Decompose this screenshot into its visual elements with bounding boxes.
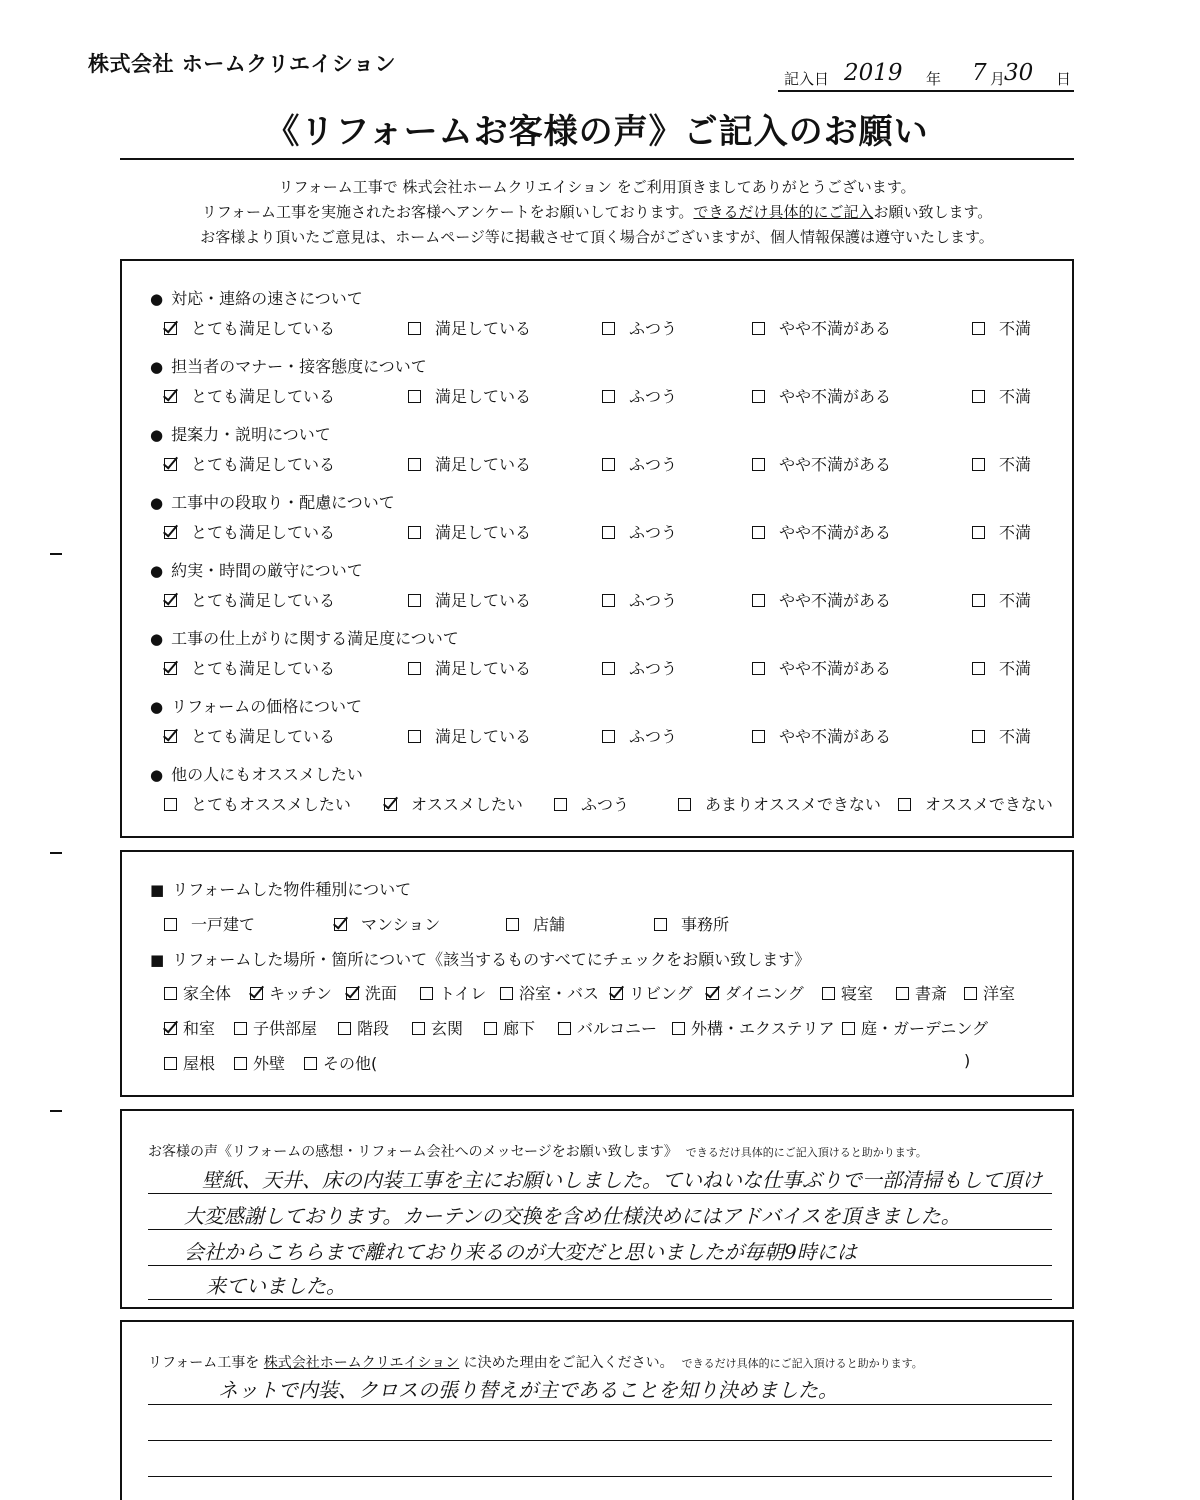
voice-label-text: お客様の声《リフォームの感想・リフォーム会社へのメッセージをお願い致します》	[148, 1144, 678, 1160]
checkbox[interactable]	[234, 1022, 247, 1035]
checkbox-option[interactable]	[964, 981, 1015, 1004]
option-label: オススメできない	[925, 795, 1053, 814]
checkbox-option[interactable]	[972, 452, 1031, 475]
write-line	[148, 1193, 1052, 1194]
checkbox-option[interactable]	[304, 1051, 377, 1074]
checkbox-option[interactable]	[752, 316, 891, 339]
date-day[interactable]: 30	[1004, 60, 1034, 86]
checkbox-option[interactable]	[234, 1016, 317, 1039]
question-heading: ● 工事中の段取り・配慮について	[150, 490, 395, 513]
reason-label-b: に決めた理由をご記入ください。	[463, 1355, 674, 1371]
option-label: 事務所	[681, 915, 730, 934]
question-heading: ● リフォームの価格について	[150, 694, 362, 717]
checkbox-option[interactable]	[164, 452, 335, 475]
checkbox-option[interactable]	[752, 724, 891, 747]
date-label: 記入日	[784, 70, 830, 88]
page-title: 《リフォームお客様の声》ご記入のお願い	[265, 112, 929, 152]
option-label: とても満足している	[191, 319, 336, 338]
checkbox-option[interactable]	[972, 588, 1031, 611]
checkbox-checked[interactable]	[346, 987, 359, 1000]
checkbox[interactable]	[972, 458, 985, 471]
checkbox-option[interactable]	[408, 316, 531, 339]
option-label: とても満足している	[191, 523, 336, 542]
reason-company: 株式会社ホームクリエイション	[263, 1355, 460, 1371]
checkbox-option[interactable]	[602, 656, 677, 679]
checkbox-option[interactable]	[164, 724, 335, 747]
entry-date	[778, 60, 1074, 92]
checkbox[interactable]	[752, 390, 765, 403]
checkbox-option[interactable]	[610, 981, 693, 1004]
checkbox-option[interactable]	[164, 520, 335, 543]
option-label: 家全体	[183, 984, 232, 1003]
reason-box	[120, 1320, 1074, 1500]
option-label: やや不満がある	[779, 727, 892, 746]
checkbox-option[interactable]	[602, 520, 677, 543]
checkbox-checked[interactable]	[250, 987, 263, 1000]
question-heading: ● 対応・連絡の速さについて	[150, 286, 363, 309]
checkbox[interactable]	[412, 1022, 425, 1035]
checkbox[interactable]	[164, 1057, 177, 1070]
option-label: 外構・エクステリア	[691, 1019, 835, 1038]
intro-line-1: リフォーム工事で 株式会社ホームクリエイション をご利用頂きましてありがとうございます。	[278, 178, 916, 196]
checkbox[interactable]	[898, 798, 911, 811]
checkbox[interactable]	[842, 1022, 855, 1035]
checkbox-option[interactable]	[752, 384, 891, 407]
checkbox-option[interactable]	[752, 520, 891, 543]
intro-line-2	[120, 201, 1074, 222]
checkbox-option[interactable]	[420, 981, 486, 1004]
checkbox-option[interactable]	[164, 588, 335, 611]
reason-text-line[interactable]: ネットで内装、クロスの張り替えが主であることを知り決めました。	[218, 1378, 838, 1402]
checkbox[interactable]	[972, 390, 985, 403]
checkbox-checked[interactable]	[164, 458, 177, 471]
checkbox-option[interactable]	[384, 792, 523, 815]
checkbox-checked[interactable]	[706, 987, 719, 1000]
checkbox-option[interactable]	[164, 384, 335, 407]
checkbox-option[interactable]	[602, 588, 677, 611]
checkbox-option[interactable]	[164, 792, 351, 815]
checkbox[interactable]	[752, 730, 765, 743]
voice-text-line[interactable]: 大変感謝しております。カーテンの交換を含め仕様決めにはアドバイスを頂きました。	[184, 1204, 961, 1228]
checkbox[interactable]	[338, 1022, 351, 1035]
date-month[interactable]: 7	[972, 60, 987, 86]
checkbox[interactable]	[972, 594, 985, 607]
month-unit: 月	[990, 70, 1006, 88]
checkbox[interactable]	[408, 730, 421, 743]
checkbox-option[interactable]	[164, 316, 335, 339]
margin-mark	[50, 852, 62, 854]
checkbox-option[interactable]	[752, 588, 891, 611]
write-line	[148, 1404, 1052, 1405]
option-label: やや不満がある	[779, 455, 892, 474]
option-label: オススメしたい	[411, 795, 523, 814]
checkbox-option[interactable]	[554, 792, 629, 815]
title-divider	[120, 158, 1074, 160]
option-label: 満足している	[435, 319, 532, 338]
checkbox-option[interactable]	[408, 724, 531, 747]
checkbox-option[interactable]	[672, 1016, 835, 1039]
checkbox[interactable]	[554, 798, 567, 811]
year-unit: 年	[926, 70, 942, 88]
question-heading: ● 工事の仕上がりに関する満足度について	[150, 626, 459, 649]
checkbox[interactable]	[972, 526, 985, 539]
checkbox[interactable]	[654, 918, 667, 931]
checkbox[interactable]	[752, 458, 765, 471]
checkbox-option[interactable]	[500, 981, 599, 1004]
checkbox-option[interactable]	[602, 452, 677, 475]
checkbox[interactable]	[408, 322, 421, 335]
option-label: ダイニング	[725, 984, 804, 1003]
option-label: 庭・ガーデニング	[861, 1019, 989, 1038]
checkbox-option[interactable]	[602, 384, 677, 407]
checkbox[interactable]	[164, 918, 177, 931]
margin-mark	[50, 553, 62, 555]
checkbox[interactable]	[752, 594, 765, 607]
checkbox-checked[interactable]	[164, 390, 177, 403]
checkbox-option[interactable]	[408, 656, 531, 679]
checkbox-option[interactable]	[164, 1016, 215, 1039]
question-heading: ● 他の人にもオススメしたい	[150, 762, 363, 785]
checkbox[interactable]	[408, 526, 421, 539]
checkbox[interactable]	[972, 322, 985, 335]
checkbox[interactable]	[408, 390, 421, 403]
checkbox[interactable]	[964, 987, 977, 1000]
checkbox-checked[interactable]	[164, 730, 177, 743]
date-year[interactable]: 2019	[844, 60, 903, 86]
option-label: ふつう	[629, 523, 678, 542]
checkbox[interactable]	[506, 918, 519, 931]
option-label: やや不満がある	[779, 523, 892, 542]
option-label: 不満	[999, 659, 1032, 678]
write-line	[148, 1476, 1052, 1477]
checkbox[interactable]	[602, 526, 615, 539]
option-label: とてもオススメしたい	[191, 795, 351, 814]
checkbox[interactable]	[672, 1022, 685, 1035]
checkbox-option[interactable]	[972, 520, 1031, 543]
checkbox[interactable]	[602, 662, 615, 675]
checkbox-option[interactable]	[234, 1051, 285, 1074]
checkbox-checked[interactable]	[164, 322, 177, 335]
write-line	[148, 1299, 1052, 1300]
option-label: 浴室・バス	[519, 984, 600, 1003]
intro-line-2a: リフォーム工事を実施されたお客様へアンケートをお願いしております。	[201, 203, 694, 221]
option-label: 書斎	[915, 984, 948, 1003]
checkbox[interactable]	[304, 1057, 317, 1070]
checkbox-option[interactable]	[972, 316, 1031, 339]
locations-heading: ■ リフォームした場所・箇所について《該当するものすべてにチェックをお願い致します》	[150, 947, 810, 970]
checkbox[interactable]	[164, 798, 177, 811]
checkbox[interactable]	[484, 1022, 497, 1035]
option-label: とても満足している	[191, 727, 336, 746]
question-heading: ● 提案力・説明について	[150, 422, 331, 445]
checkbox-option[interactable]	[164, 1051, 215, 1074]
option-label: 不満	[999, 523, 1032, 542]
option-label: その他(	[323, 1054, 378, 1073]
write-line	[148, 1440, 1052, 1441]
option-label: 屋根	[183, 1054, 216, 1073]
option-label: ふつう	[629, 455, 678, 474]
checkbox-option[interactable]	[164, 656, 335, 679]
checkbox[interactable]	[602, 458, 615, 471]
checkbox-checked[interactable]	[334, 918, 347, 931]
checkbox[interactable]	[896, 987, 909, 1000]
option-label: ふつう	[629, 727, 678, 746]
write-line	[148, 1229, 1052, 1230]
margin-mark	[50, 1110, 62, 1112]
day-unit: 日	[1056, 70, 1072, 88]
checkbox-checked[interactable]	[164, 662, 177, 675]
checkbox-option[interactable]	[602, 316, 677, 339]
question-heading: ● 担当者のマナー・接客態度について	[150, 354, 427, 377]
checkbox[interactable]	[408, 594, 421, 607]
checkbox[interactable]	[678, 798, 691, 811]
option-label: やや不満がある	[779, 387, 892, 406]
option-label: バルコニー	[577, 1019, 658, 1038]
checkbox-checked[interactable]	[610, 987, 623, 1000]
option-label: 不満	[999, 319, 1032, 338]
option-label: 廊下	[503, 1019, 536, 1038]
company-name: 株式会社 ホームクリエイション	[88, 52, 396, 76]
option-label: 不満	[999, 455, 1032, 474]
checkbox[interactable]	[972, 730, 985, 743]
intro-emphasis: できるだけ具体的にご記入	[693, 203, 874, 221]
checkbox-option[interactable]	[972, 384, 1031, 407]
option-label: とても満足している	[191, 659, 336, 678]
option-label: やや不満がある	[779, 591, 892, 610]
option-label: 満足している	[435, 659, 532, 678]
option-label: 子供部屋	[253, 1019, 318, 1038]
checkbox[interactable]	[602, 390, 615, 403]
checkbox-checked[interactable]	[164, 594, 177, 607]
option-label: 満足している	[435, 591, 532, 610]
voice-label	[148, 1141, 927, 1161]
reason-label	[148, 1352, 923, 1372]
intro-line-2c: お願い致します。	[873, 203, 993, 221]
intro-line-3: お客様より頂いたご意見は、ホームページ等に掲載させて頂く場合がございますが、個人情報保護は遵守いたします。	[200, 228, 994, 246]
option-label: ふつう	[629, 319, 678, 338]
checkbox[interactable]	[972, 662, 985, 675]
write-line	[148, 1265, 1052, 1266]
checkbox-option[interactable]	[408, 452, 531, 475]
option-label: 和室	[183, 1019, 216, 1038]
option-label: 満足している	[435, 387, 532, 406]
checkbox-option[interactable]	[972, 656, 1031, 679]
checkbox[interactable]	[420, 987, 433, 1000]
property-heading: ■ リフォームした物件種別について	[150, 877, 411, 900]
checkbox-option[interactable]	[842, 1016, 988, 1039]
option-label: トイレ	[439, 984, 487, 1003]
customer-voice-box	[120, 1109, 1074, 1309]
option-label: とても満足している	[191, 591, 336, 610]
checkbox[interactable]	[408, 662, 421, 675]
option-label: やや不満がある	[779, 659, 892, 678]
checkbox-option[interactable]	[346, 981, 397, 1004]
option-label: 一戸建て	[191, 915, 256, 934]
checkbox-option[interactable]	[896, 981, 947, 1004]
option-label: あまりオススメできない	[705, 795, 881, 814]
checkbox-option[interactable]	[334, 912, 440, 935]
checkbox[interactable]	[234, 1057, 247, 1070]
checkbox-option[interactable]	[654, 912, 729, 935]
checkbox-option[interactable]	[602, 724, 677, 747]
voice-text-line[interactable]: 壁紙、天井、床の内装工事を主にお願いしました。ていねいな仕事ぶりで一部清掃もして頂け	[202, 1168, 1042, 1192]
other-close-paren: )	[964, 1051, 971, 1070]
checkbox[interactable]	[558, 1022, 571, 1035]
option-label: 寝室	[841, 984, 874, 1003]
option-label: ふつう	[581, 795, 630, 814]
option-label: マンション	[361, 915, 441, 934]
checkbox-option[interactable]	[706, 981, 804, 1004]
checkbox-option[interactable]	[898, 792, 1053, 815]
option-label: とても満足している	[191, 455, 336, 474]
checkbox[interactable]	[822, 987, 835, 1000]
option-label: 玄関	[431, 1019, 464, 1038]
checkbox-option[interactable]	[484, 1016, 535, 1039]
checkbox-option[interactable]	[408, 384, 531, 407]
checkbox[interactable]	[408, 458, 421, 471]
option-label: 不満	[999, 727, 1032, 746]
checkbox[interactable]	[752, 662, 765, 675]
checkbox-option[interactable]	[752, 452, 891, 475]
checkbox-checked[interactable]	[164, 526, 177, 539]
option-label: ふつう	[629, 387, 678, 406]
voice-text-line[interactable]: 来ていました。	[206, 1274, 346, 1298]
option-label: 店舗	[533, 915, 566, 934]
checkbox[interactable]	[602, 322, 615, 335]
option-label: 不満	[999, 591, 1032, 610]
checkbox-option[interactable]	[678, 792, 881, 815]
checkbox[interactable]	[752, 322, 765, 335]
checkbox[interactable]	[500, 987, 513, 1000]
voice-text-line[interactable]: 会社からこちらまで離れており来るのが大変だと思いましたが毎朝9時には	[184, 1240, 857, 1264]
option-label: 満足している	[435, 523, 532, 542]
checkbox[interactable]	[752, 526, 765, 539]
voice-hint: できるだけ具体的にご記入頂けると助かります。	[685, 1146, 927, 1159]
checkbox-option[interactable]	[506, 912, 565, 935]
option-label: ふつう	[629, 659, 678, 678]
option-label: 洋室	[983, 984, 1016, 1003]
option-label: 洗面	[365, 984, 398, 1003]
checkbox[interactable]	[164, 987, 177, 1000]
checkbox-checked[interactable]	[164, 1022, 177, 1035]
checkbox-option[interactable]	[164, 912, 255, 935]
checkbox-option[interactable]	[338, 1016, 389, 1039]
option-label: ふつう	[629, 591, 678, 610]
checkbox-checked[interactable]	[384, 798, 397, 811]
option-label: 不満	[999, 387, 1032, 406]
question-heading: ● 約実・時間の厳守について	[150, 558, 363, 581]
checkbox-option[interactable]	[822, 981, 873, 1004]
reason-label-a: リフォーム工事を	[148, 1355, 260, 1371]
option-label: やや不満がある	[779, 319, 892, 338]
checkbox[interactable]	[602, 594, 615, 607]
reason-hint: できるだけ具体的にご記入頂けると助かります。	[681, 1357, 923, 1370]
satisfaction-survey-box	[120, 259, 1074, 838]
checkbox-option[interactable]	[250, 981, 332, 1004]
checkbox-option[interactable]	[412, 1016, 463, 1039]
option-label: とても満足している	[191, 387, 336, 406]
checkbox-option[interactable]	[408, 588, 531, 611]
property-location-box	[120, 850, 1074, 1097]
checkbox[interactable]	[602, 730, 615, 743]
option-label: 階段	[357, 1019, 390, 1038]
option-label: キッチン	[269, 984, 332, 1003]
checkbox-option[interactable]	[164, 981, 231, 1004]
checkbox-option[interactable]	[558, 1016, 657, 1039]
checkbox-option[interactable]	[752, 656, 891, 679]
checkbox-option[interactable]	[408, 520, 531, 543]
option-label: 満足している	[435, 727, 532, 746]
checkbox-option[interactable]	[972, 724, 1031, 747]
option-label: リビング	[629, 984, 693, 1003]
option-label: 満足している	[435, 455, 532, 474]
option-label: 外壁	[253, 1054, 286, 1073]
